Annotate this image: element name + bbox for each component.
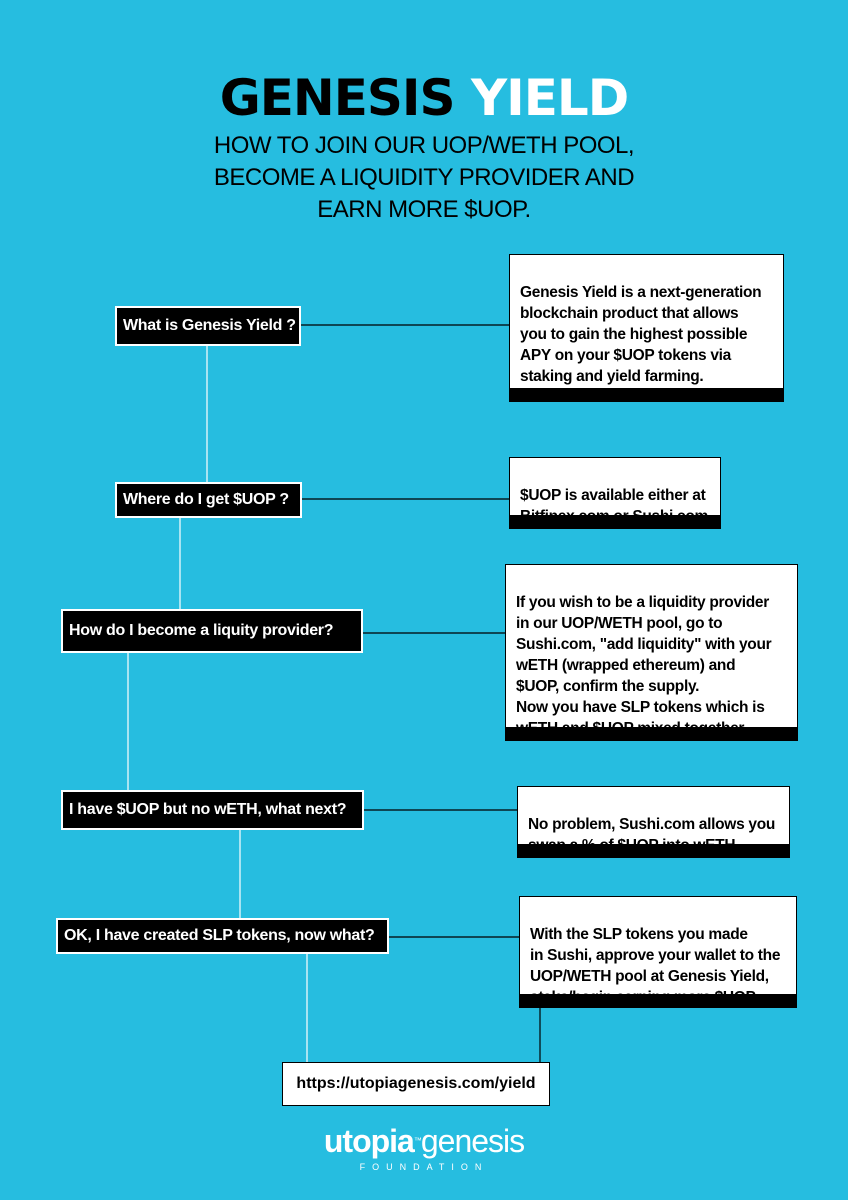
answer-text: With the SLP tokens you made in Sushi, approve your wallet to the UOP/WETH pool at Genesis Yield,	[530, 926, 781, 985]
answer-text: No problem, Sushi.com allows you	[528, 816, 776, 833]
yield-url-link[interactable]: https://utopiagenesis.com/yield	[296, 1075, 536, 1092]
question-text: Where do I get $UOP ?	[123, 491, 289, 508]
answer-become-liquidity-provider	[505, 564, 798, 741]
question-text: OK, I have created SLP tokens, now what?	[64, 927, 375, 944]
answer-what-is-genesis-yield	[509, 254, 784, 402]
utopia-genesis-logo	[0, 1122, 848, 1172]
answer-text: If you wish to be a liquidity provider in our UOP/WETH pool, go to Sushi.com, "add liquidity" with your wETH (wrapped ethereum) and $UOP, confirm the supply. Now you have SLP tokens which is	[516, 594, 772, 716]
answer-created-slp-tokens	[519, 896, 797, 1008]
logo-foundation-text: FOUNDATION	[359, 1162, 489, 1172]
question-created-slp-tokens	[56, 918, 389, 954]
title-word-yield: YIELD	[470, 69, 629, 127]
question-text: What is Genesis Yield ?	[123, 317, 296, 334]
answer-where-get-uop	[509, 457, 721, 529]
answer-no-weth	[517, 786, 790, 858]
logo-trademark: ™	[413, 1136, 421, 1145]
logo-text-genesis: genesis	[420, 1123, 525, 1159]
answer-text: $UOP is available either at	[520, 487, 706, 504]
question-become-liquidity-provider	[61, 609, 363, 653]
subtitle-line-2: BECOME A LIQUIDITY PROVIDER AND	[213, 164, 635, 191]
question-no-weth	[61, 790, 364, 830]
question-where-get-uop	[115, 482, 302, 518]
question-what-is-genesis-yield	[115, 306, 301, 346]
subtitle-line-1: HOW TO JOIN OUR UOP/WETH POOL,	[213, 132, 635, 159]
question-text: I have $UOP but no wETH, what next?	[69, 801, 347, 818]
question-text: How do I become a liquity provider?	[69, 622, 334, 639]
yield-url-box[interactable]	[282, 1062, 550, 1106]
subtitle-line-3: EARN MORE $UOP.	[317, 196, 531, 223]
title-word-genesis: GENESIS	[219, 69, 455, 127]
logo-text-utopia: utopia	[323, 1123, 414, 1159]
answer-text: Genesis Yield is a next-generation blockchain product that allows you to gain the highest possible APY on your $UOP tokens via staking and yield farming.	[520, 284, 762, 385]
